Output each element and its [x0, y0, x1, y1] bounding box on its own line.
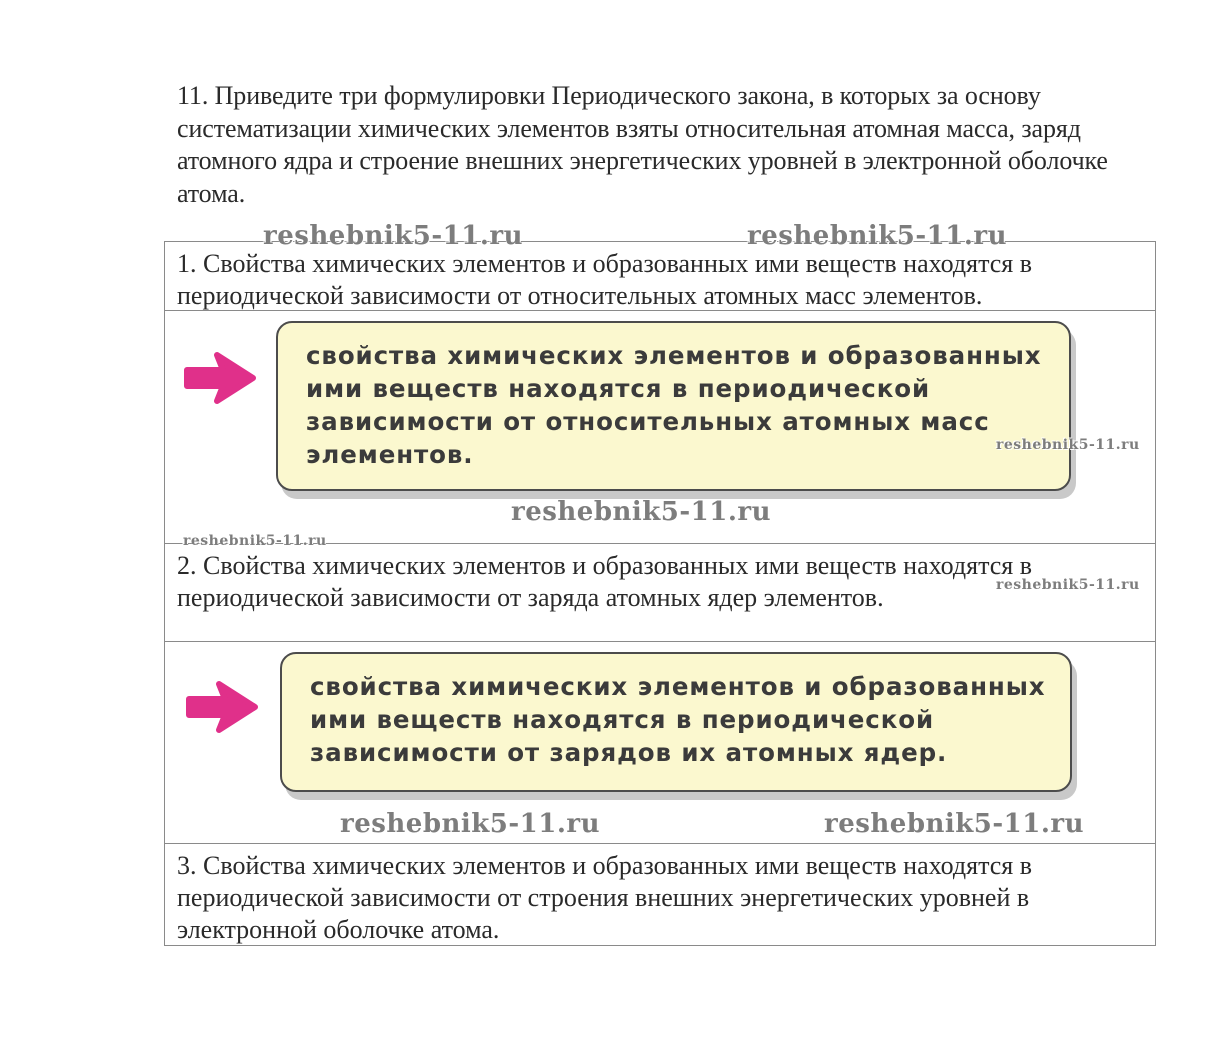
watermark: reshebnik5-11.ru — [183, 533, 327, 549]
textbook-callout-1: свойства химических элементов и образованных ими веществ находятся в периодической зависимости от относительных атомных масс элементов. — [276, 321, 1071, 491]
watermark: reshebnik5-11.ru — [996, 577, 1140, 593]
answer-3-text: 3. Свойства химических элементов и образованных ими веществ находятся в периодической зависимости от строения внешних энергетических уровней в электронной оболочке атома. — [177, 851, 1033, 944]
answer-row-1 — [165, 242, 1155, 311]
watermark: reshebnik5-11.ru — [996, 437, 1140, 453]
watermark: reshebnik5-11.ru — [511, 497, 772, 527]
answer-row-3 — [165, 844, 1155, 945]
watermark: reshebnik5-11.ru — [263, 221, 524, 251]
textbook-callout-2: свойства химических элементов и образованных ими веществ находятся в периодической зависимости от зарядов их атомных ядер. — [280, 652, 1072, 792]
watermark: reshebnik5-11.ru — [824, 809, 1085, 839]
answer-2-text: 2. Свойства химических элементов и образованных ими веществ находятся в периодической зависимости от заряда атомных ядер элементов. — [177, 551, 1033, 612]
watermark: reshebnik5-11.ru — [340, 809, 601, 839]
arrow-right-icon — [181, 343, 261, 413]
watermark: reshebnik5-11.ru — [747, 221, 1008, 251]
arrow-right-icon — [183, 672, 263, 742]
answer-row-2 — [165, 544, 1155, 642]
answer-1-text: 1. Свойства химических элементов и образованных ими веществ находятся в периодической зависимости от относительных атомных масс элементов. — [177, 249, 1033, 310]
question-text: 11. Приведите три формулировки Периодического закона, в которых за основу систематизации химических элементов взяты относительная атомная масса, заряд атомного ядра и строение внешних энергетических уровней в электронной оболочке атома. — [177, 81, 1108, 208]
